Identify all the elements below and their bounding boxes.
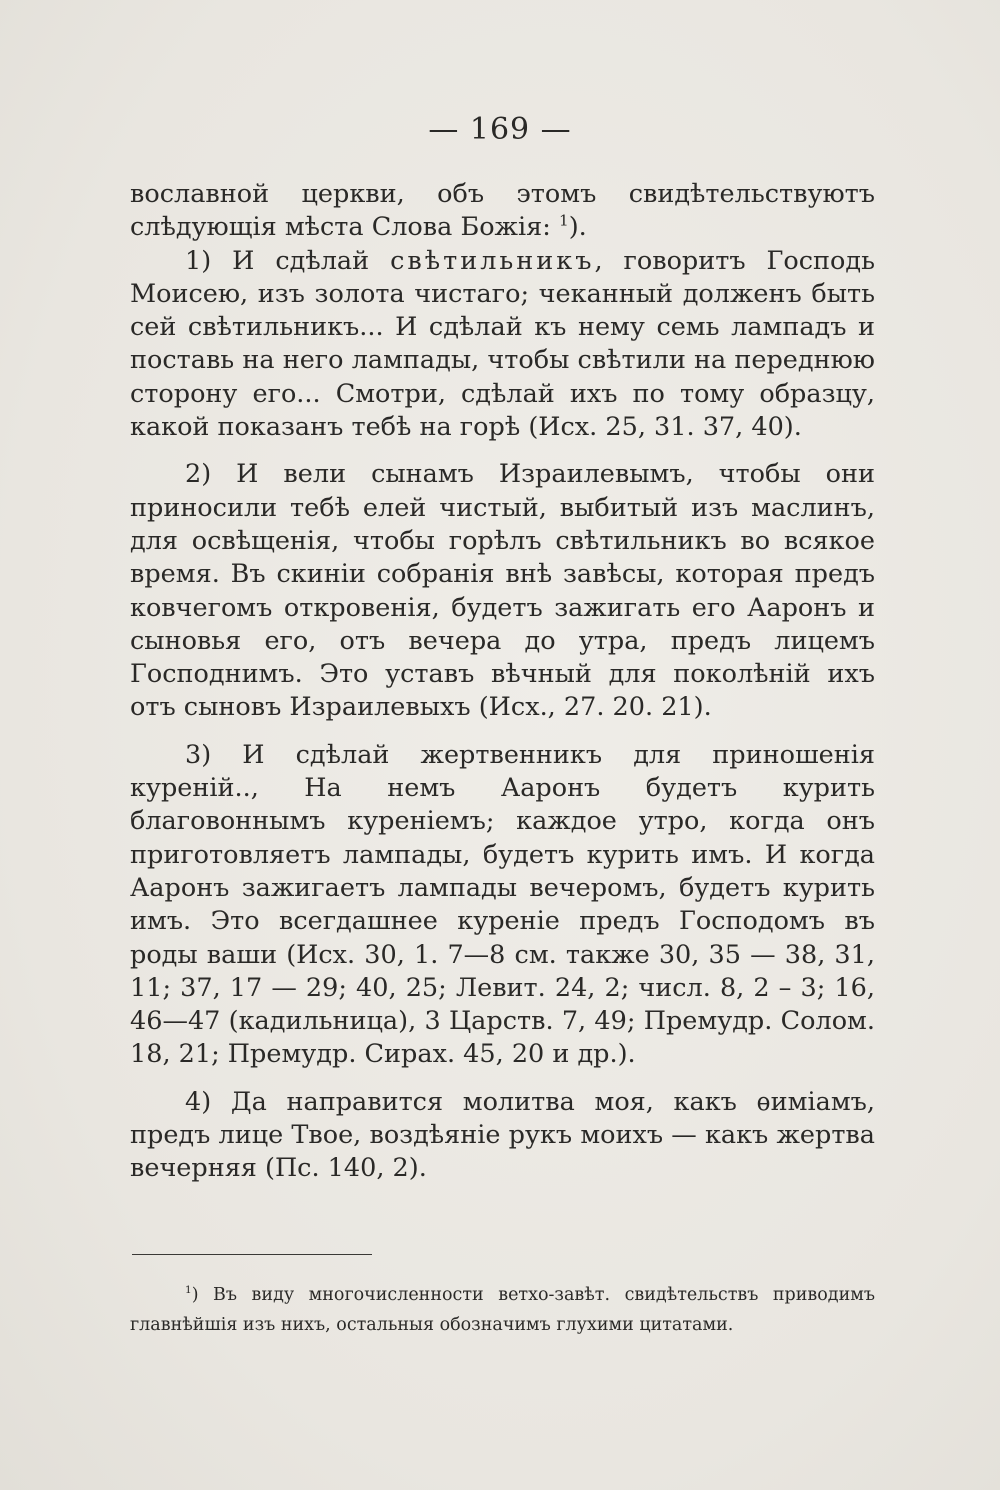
footnote [130, 1280, 875, 1340]
paragraph-2: 2) И вели сынамъ Израилевымъ, чтобы они приносили тебѣ елей чистый, выбитый изъ маслинъ, для освѣщенія, чтобы горѣлъ свѣтильникъ во всякое время. Въ скиніи собранія внѣ завѣсы, которая предъ ковчегомъ откровенія, будетъ зажигать его Ааронъ и сыновья его, отъ вечера до утра, предъ лицемъ Господнимъ. Это уставъ вѣчный для поколѣній ихъ отъ сыновъ Израилевыхъ (Исх., 27. 20. 21). [130, 459, 875, 723]
paragraph-4: 4) Да направится молитва моя, какъ ѳиміамъ, предъ лице Твое, воздѣяніе рукъ моихъ — какъ жертва вечерняя (Пс. 140, 2). [130, 1086, 875, 1184]
footnote-divider [132, 1254, 372, 1255]
paragraph-1 [130, 245, 875, 445]
paragraph-1-spaced-word: свѣтильникъ [390, 245, 595, 276]
paragraph-3: 3) И сдѣлай жертвенникъ для приношенія куреній.., На немъ Ааронъ будетъ курить благовоннымъ куреніемъ; каждое утро, когда онъ приготовляетъ лампады, будетъ курить имъ. И когда Ааронъ зажигаетъ лампады вечеромъ, будетъ курить имъ. Это всегдашнее куреніе предъ Господомъ въ роды ваши (Исх. 30, 1. 7—8 см. также 30, 35 — 38, 31, 11; 37, 17 — 29; 40, 25; Левит. 24, 2; числ. 8, 2 – 3; 16, 46—47 (кадильница), 3 Царств. 7, 49; Премудр. Солом. 18, 21; Премудр. Сирах. 45, 20 и др.). [130, 739, 875, 1070]
paragraph-1-start: 1) И сдѣлай [185, 245, 391, 276]
footnote-reference: 1 [558, 211, 569, 230]
page-number: — 169 — [428, 112, 572, 147]
footnote-text: ) Въ виду многочисленности ветхо-завѣт. свидѣтельствъ приводимъ главнѣйшія изъ нихъ, остальныя обозначимъ глухими цитатами. [130, 1285, 875, 1335]
intro-end: ). [568, 212, 587, 243]
intro-text: вославной церкви, объ этомъ свидѣтельствуютъ слѣдующія мѣста Слова Божія: [130, 179, 875, 243]
main-text [130, 178, 875, 1186]
paragraph-1-rest: , говоритъ Господь Моисею, изъ золота чистаго; чеканный долженъ быть сей свѣтильникъ... И сдѣлай къ нему семь лампадъ и поставь на него лампады, чтобы свѣтили на переднюю сторону его... Смотри, сдѣлай ихъ по тому образцу, какой показанъ тебѣ на горѣ (Исх. 25, 31. 37, 40). [130, 245, 875, 443]
intro-paragraph [130, 178, 875, 245]
footnote-marker: 1 [185, 1284, 192, 1297]
